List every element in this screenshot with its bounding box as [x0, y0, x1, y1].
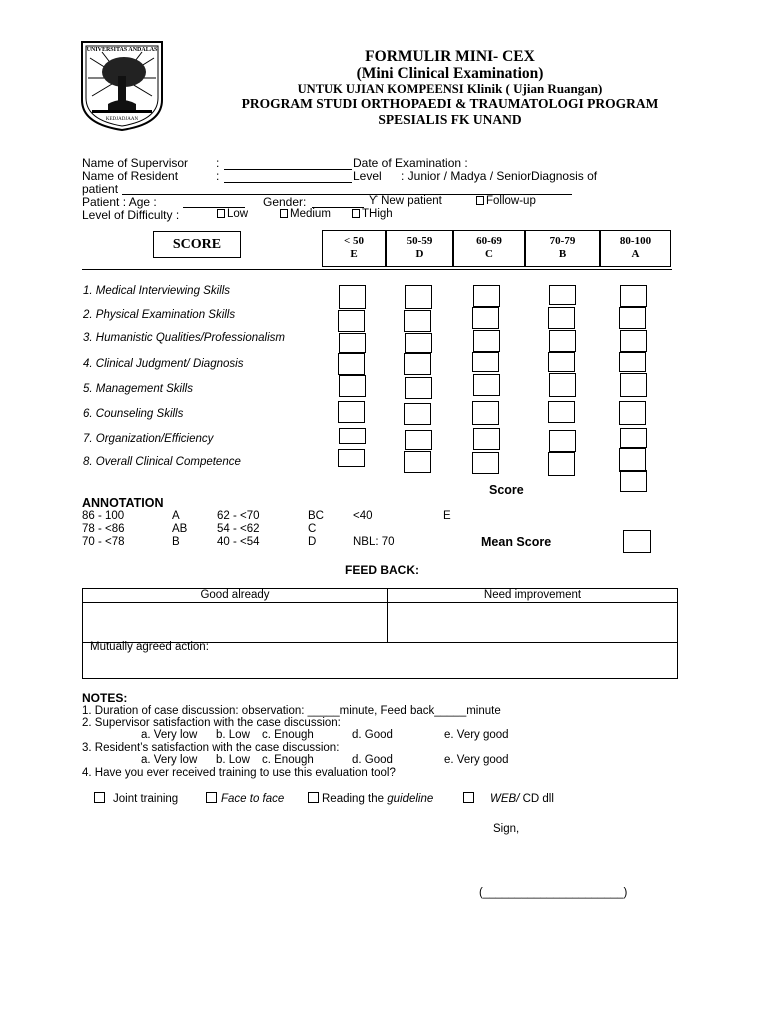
score-column-header	[453, 230, 525, 267]
score-column-header	[322, 230, 386, 267]
score-checkbox[interactable]	[473, 330, 500, 352]
score-checkbox[interactable]	[619, 307, 646, 329]
supervisor-label: Name of Supervisor	[82, 156, 189, 170]
annotation-cell: B	[172, 536, 180, 548]
form-line3: UNTUK UJIAN KOMPEENSI Klinik ( Ujian Ruangan)	[297, 81, 603, 96]
note-4: 4. Have you ever received training to use this evaluation tool?	[82, 767, 396, 779]
score-checkbox[interactable]	[339, 428, 366, 444]
form-line5: SPESIALIS FK UNAND	[378, 112, 522, 127]
divider-line	[82, 269, 672, 270]
face-to-face-checkbox[interactable]	[206, 792, 217, 803]
score-checkbox[interactable]	[620, 330, 647, 352]
annotation-cell: BC	[308, 510, 324, 522]
score-range: 80-100	[619, 235, 652, 247]
score-checkbox[interactable]	[405, 377, 432, 399]
score-checkbox[interactable]	[405, 333, 432, 353]
new-patient-option[interactable]: ϒ New patient	[369, 195, 442, 207]
score-checkbox[interactable]	[339, 285, 366, 309]
skill-label: 8. Overall Clinical Competence	[83, 456, 241, 468]
score-checkbox[interactable]	[548, 307, 575, 329]
skill-label: 2. Physical Examination Skills	[83, 309, 236, 321]
satisfaction-option[interactable]: b. Low	[216, 754, 250, 766]
logo-bottom-text: KEDJADJAAN	[105, 117, 139, 122]
score-column-header	[386, 230, 453, 267]
score-grade: E	[350, 248, 358, 260]
score-range: 50-59	[406, 235, 433, 247]
score-checkbox[interactable]	[472, 352, 499, 372]
form-line4: PROGRAM STUDI ORTHOPAEDI & TRAUMATOLOGI PROGRAM	[241, 96, 659, 111]
score-checkbox[interactable]	[404, 310, 431, 332]
notes-title: NOTES:	[82, 691, 128, 705]
date-label: Date of Examination :	[353, 156, 468, 170]
annotation-cell: D	[308, 536, 317, 548]
form-subtitle: (Mini Clinical Examination)	[356, 65, 544, 82]
score-checkbox[interactable]	[339, 375, 366, 397]
score-grade: D	[415, 248, 424, 260]
score-word: Score	[489, 483, 524, 497]
score-checkbox[interactable]	[620, 285, 647, 307]
satisfaction-option[interactable]: c. Enough	[262, 754, 314, 766]
colon: :	[216, 156, 220, 170]
score-checkbox[interactable]	[339, 333, 366, 353]
annotation-cell: 54 - <62	[217, 523, 260, 535]
score-checkbox[interactable]	[404, 403, 431, 425]
follow-up-checkbox[interactable]	[476, 196, 484, 205]
score-checkbox[interactable]	[472, 401, 499, 425]
score-checkbox[interactable]	[338, 401, 365, 423]
joint-training-checkbox[interactable]	[94, 792, 105, 803]
satisfaction-option[interactable]: b. Low	[216, 729, 250, 741]
score-checkbox[interactable]	[472, 452, 499, 474]
form-title: FORMULIR MINI- CEX	[365, 48, 535, 65]
satisfaction-option[interactable]: a. Very low	[141, 754, 198, 766]
patient-age-label: Patient : Age :	[82, 195, 157, 209]
score-checkbox[interactable]	[620, 373, 647, 397]
score-checkbox[interactable]	[619, 352, 646, 372]
annotation-cell: C	[308, 523, 317, 535]
satisfaction-option[interactable]: e. Very good	[444, 754, 509, 766]
score-checkbox[interactable]	[548, 401, 575, 423]
satisfaction-option[interactable]: d. Good	[352, 729, 393, 741]
note-3: 3. Resident’s satisfaction with the case discussion:	[82, 742, 340, 754]
mean-score-label: Mean Score	[481, 535, 552, 549]
score-range: 70-79	[549, 235, 576, 247]
annotation-cell: E	[443, 510, 451, 522]
satisfaction-option[interactable]: a. Very low	[141, 729, 198, 741]
score-grade: B	[558, 248, 567, 260]
annotation-cell: <40	[353, 510, 373, 522]
annotation-cell: 86 - 100	[82, 510, 125, 522]
annotation-cell: NBL: 70	[353, 536, 395, 548]
feedback-title: FEED BACK:	[345, 563, 419, 577]
feedback-header-line	[82, 602, 678, 603]
annotation-cell: AB	[172, 523, 188, 535]
difficulty-label: Level of Difficulty :	[82, 208, 180, 222]
medium-option[interactable]: Medium	[280, 208, 331, 220]
reading-guideline-checkbox[interactable]	[308, 792, 319, 803]
score-checkbox[interactable]	[404, 353, 431, 375]
score-checkbox[interactable]	[472, 307, 499, 329]
mean-score-box[interactable]	[623, 530, 651, 553]
score-grade: C	[485, 248, 493, 260]
score-checkbox[interactable]	[619, 401, 646, 425]
skill-label: 5. Management Skills	[83, 383, 193, 395]
high-option[interactable]: THigh	[352, 208, 393, 220]
score-checkbox[interactable]	[473, 428, 500, 450]
logo-top-text: UNIVERSITAS ANDALAS	[86, 47, 158, 53]
score-checkbox[interactable]	[549, 285, 576, 305]
signature-line[interactable]: (______________________)	[479, 887, 628, 899]
annotation-cell: 78 - <86	[82, 523, 125, 535]
gender-label: Gender:	[263, 195, 307, 209]
annotation-cell: 62 - <70	[217, 510, 260, 522]
medium-checkbox[interactable]	[280, 209, 288, 218]
low-option[interactable]: Low	[217, 208, 248, 220]
need-improvement-label: Need improvement	[483, 589, 582, 601]
score-checkbox[interactable]	[338, 310, 365, 332]
patient-word: patient	[82, 182, 119, 196]
skill-label: 7. Organization/Efficiency	[83, 433, 214, 445]
university-logo	[78, 38, 166, 132]
agreed-action-label: Mutually agreed action:	[90, 641, 209, 653]
score-checkbox[interactable]	[338, 353, 365, 375]
annotation-title: ANNOTATION	[82, 496, 164, 510]
score-checkbox[interactable]	[405, 285, 432, 309]
level-options: : Junior / Madya / SeniorDiagnosis of	[401, 169, 598, 183]
skill-label: 4. Clinical Judgment/ Diagnosis	[83, 358, 244, 370]
web-option[interactable]: WEB/ CD dll	[463, 792, 554, 805]
score-checkbox[interactable]	[404, 451, 431, 473]
score-checkbox[interactable]	[338, 449, 365, 467]
score-label: SCORE	[153, 231, 241, 258]
score-checkbox[interactable]	[549, 330, 576, 352]
score-range: < 50	[343, 235, 365, 247]
satisfaction-option[interactable]: e. Very good	[444, 729, 509, 741]
score-checkbox[interactable]	[548, 452, 575, 476]
score-checkbox[interactable]	[473, 374, 500, 396]
face-to-face-option[interactable]: Face to face	[206, 792, 284, 805]
score-checkbox[interactable]	[548, 352, 575, 372]
joint-training-option[interactable]: Joint training	[94, 792, 178, 805]
good-already-label: Good already	[200, 589, 270, 601]
score-range: 60-69	[476, 235, 502, 247]
skill-label: 3. Humanistic Qualities/Professionalism	[83, 332, 285, 344]
annotation-cell: 40 - <54	[217, 536, 260, 548]
score-grade: A	[631, 248, 640, 260]
supervisor-field[interactable]	[224, 169, 352, 170]
level-label: Level	[353, 169, 382, 183]
score-checkbox[interactable]	[620, 428, 647, 448]
resident-field[interactable]	[224, 182, 352, 183]
score-checkbox[interactable]	[620, 470, 647, 492]
colon: :	[216, 169, 220, 183]
sign-label: Sign,	[493, 823, 520, 835]
follow-up-option[interactable]: Follow-up	[476, 195, 536, 207]
score-column-header	[525, 230, 600, 267]
score-checkbox[interactable]	[405, 430, 432, 450]
annotation-cell: A	[172, 510, 180, 522]
high-checkbox[interactable]	[352, 209, 360, 218]
reading-guideline-option[interactable]: Reading the guideline	[308, 792, 433, 805]
resident-label: Name of Resident	[82, 169, 179, 183]
score-checkbox[interactable]	[549, 430, 576, 452]
web-checkbox[interactable]	[463, 792, 474, 803]
skill-label: 1. Medical Interviewing Skills	[83, 285, 231, 297]
score-checkbox[interactable]	[549, 373, 576, 397]
note-2: 2. Supervisor satisfaction with the case discussion:	[82, 717, 341, 729]
score-checkbox[interactable]	[473, 285, 500, 307]
satisfaction-option[interactable]: d. Good	[352, 754, 393, 766]
new-patient-marker: ϒ	[369, 195, 378, 207]
low-checkbox[interactable]	[217, 209, 225, 218]
note-1: 1. Duration of case discussion: observation: _____minute, Feed back_____minute	[82, 705, 501, 717]
annotation-cell: 70 - <78	[82, 536, 125, 548]
score-checkbox[interactable]	[619, 448, 646, 472]
satisfaction-option[interactable]: c. Enough	[262, 729, 314, 741]
score-column-header	[600, 230, 671, 267]
skill-label: 6. Counseling Skills	[83, 408, 184, 420]
